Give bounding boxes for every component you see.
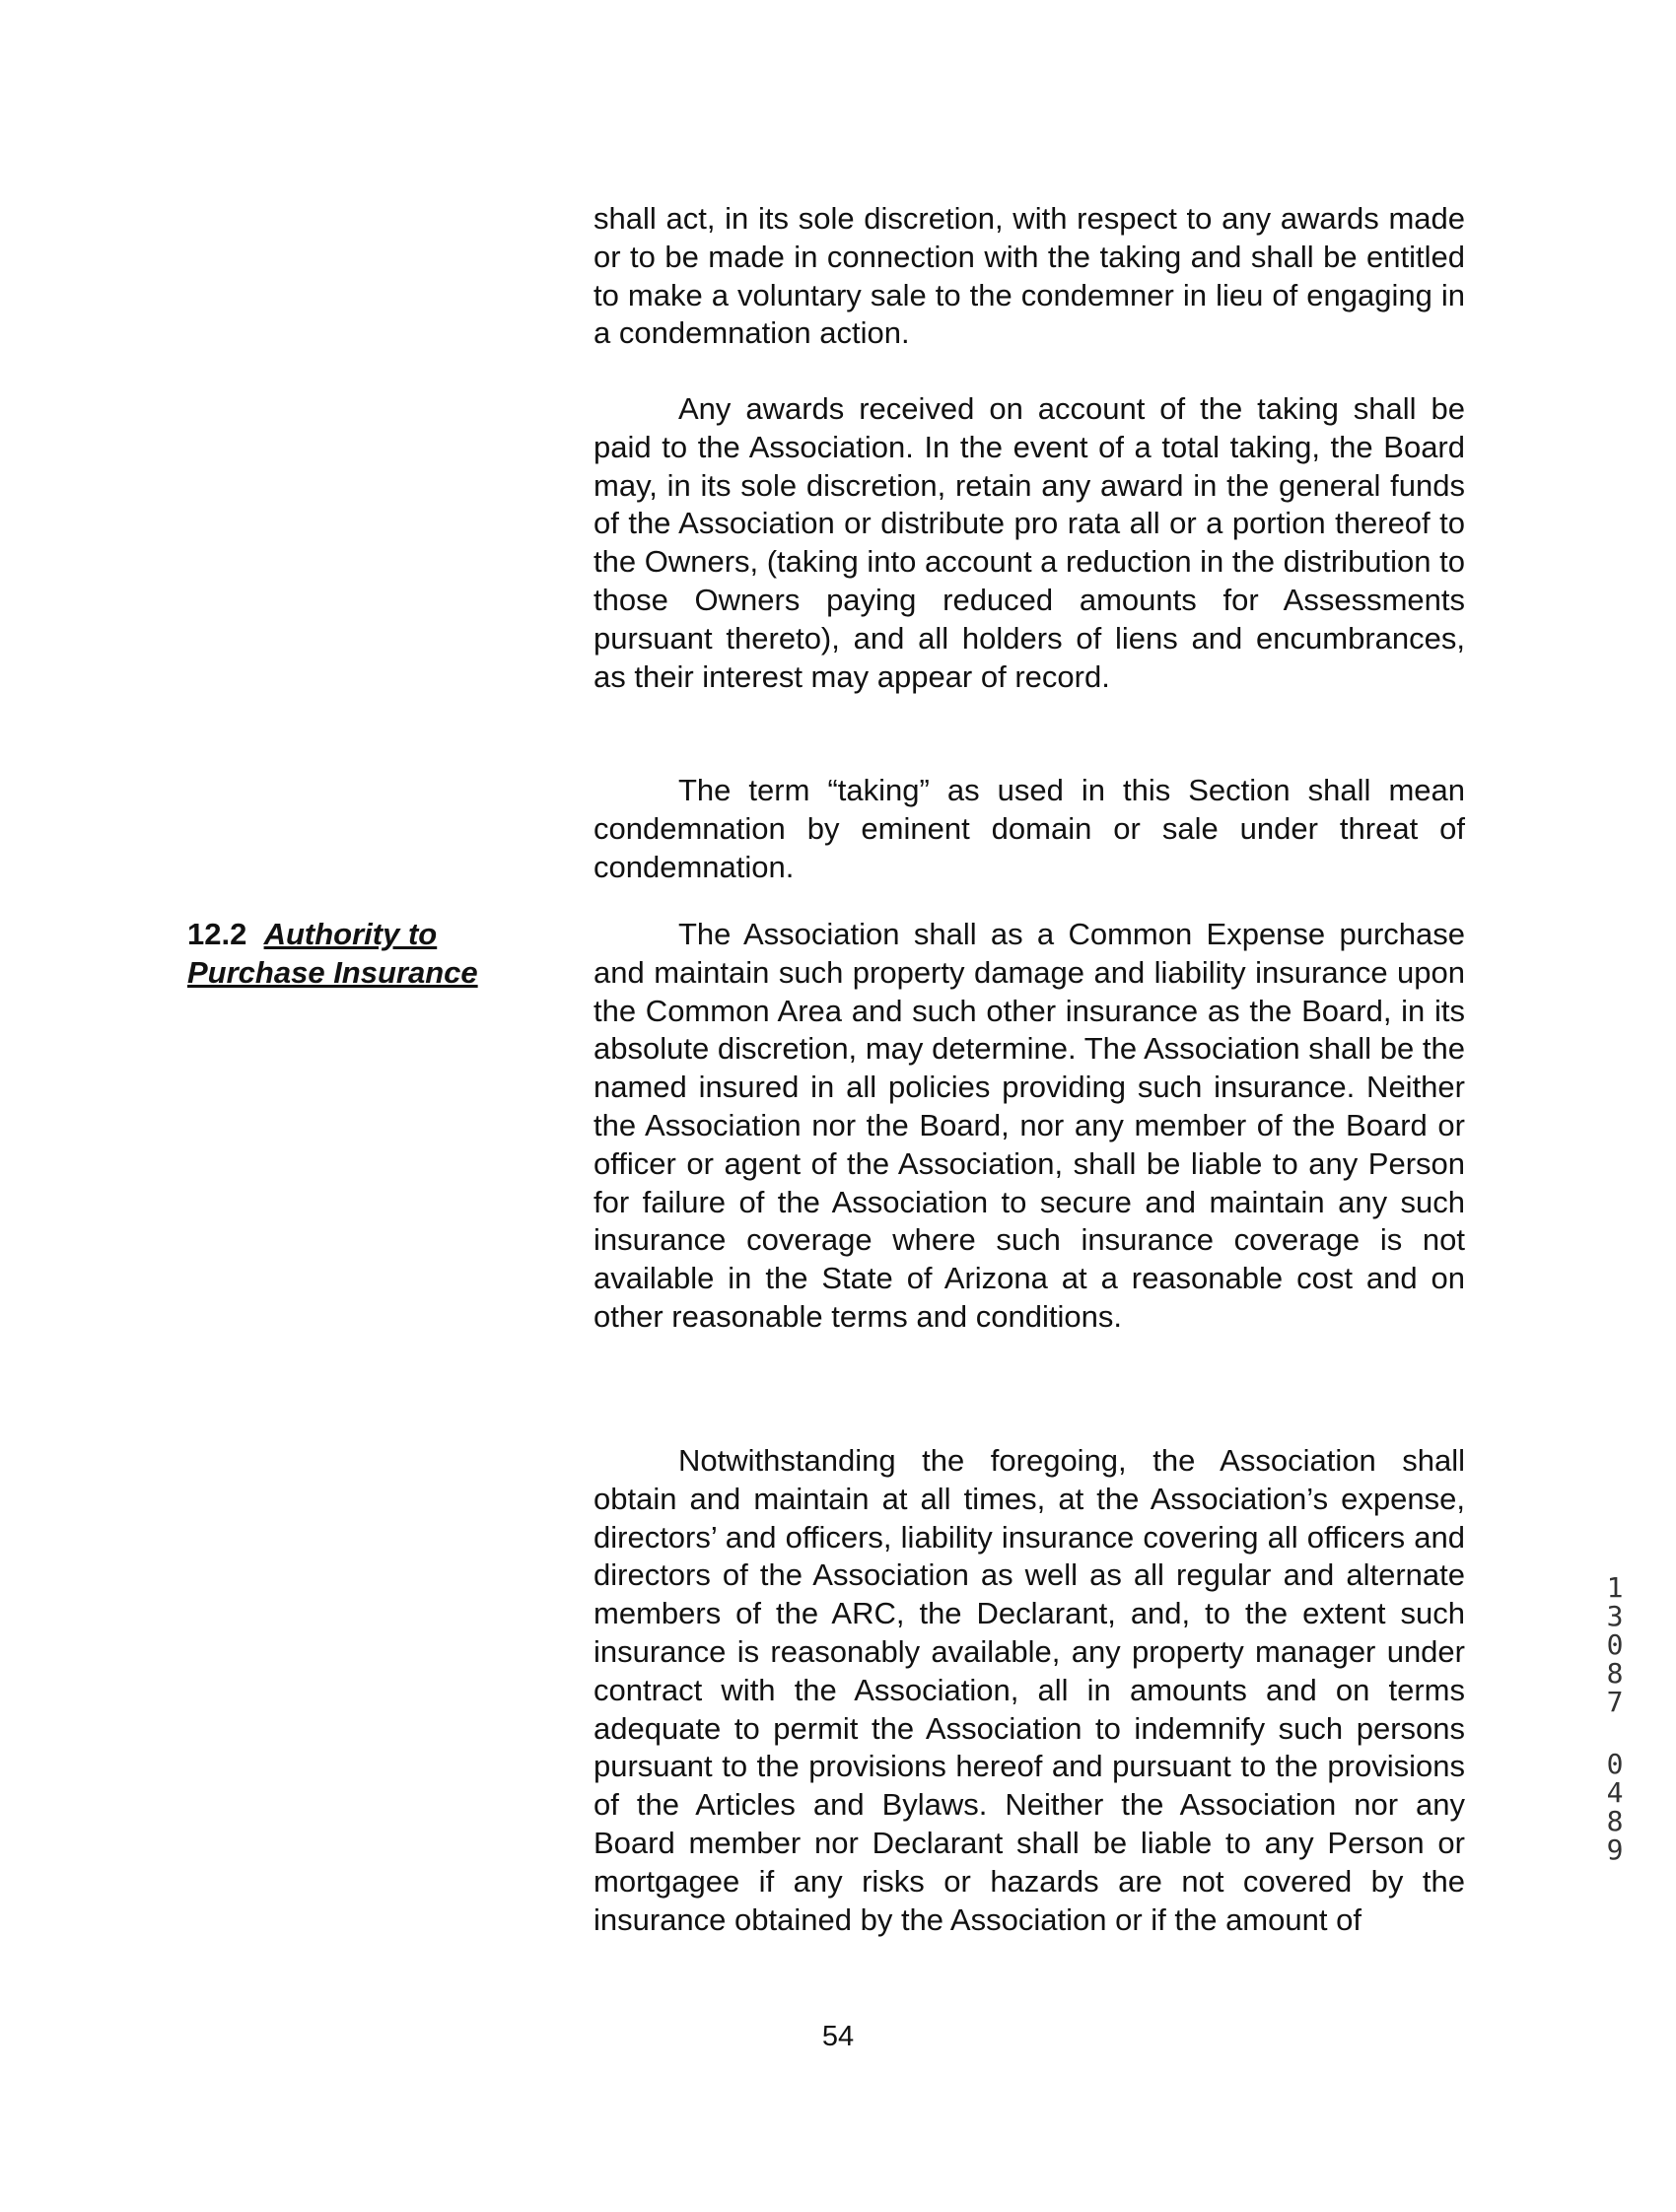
section-heading	[187, 916, 532, 993]
stamp-digit: 0	[1606, 1748, 1624, 1780]
section-title-part2: Purchase Insurance	[187, 954, 478, 990]
stamp-digit: 8	[1606, 1805, 1624, 1837]
section-title-part1: Authority to	[263, 917, 438, 951]
stamp-digit: 8	[1606, 1657, 1624, 1690]
stamp-digit: 7	[1606, 1686, 1624, 1718]
recording-stamp	[1595, 1573, 1635, 1864]
paragraph-condemnation-continued: shall act, in its sole discretion, with respect to any awards made or to be made in connection with the taking and shall be entitled to make a voluntary sale to the condemner in lieu of engaging in a condemnation action.	[594, 201, 1465, 351]
section-heading-line1	[187, 916, 532, 954]
section-heading-line2	[187, 954, 532, 993]
stamp-gap	[1595, 1716, 1635, 1750]
stamp-digit: 9	[1606, 1833, 1624, 1866]
page-number: 54	[821, 2021, 855, 2052]
paragraph-insurance-purchase: The Association shall as a Common Expense purchase and maintain such property damage and liability insurance upon the Common Area and such other insurance as the Board, in its absolute discretion, may determine. The Association shall be the named insured in all policies providing such insurance. Neither the Association nor the Board, nor any member of the Board or officer or agent of the Association, shall be liable to any Person for failure of the Association to secure and maintain any such insurance coverage where such insurance coverage is not available in the State of Arizona at a reasonable cost and on other reasonable terms and conditions.	[594, 917, 1465, 1334]
stamp-digit: 0	[1606, 1628, 1624, 1661]
stamp-digit: 1	[1606, 1571, 1624, 1604]
paragraph-taking-definition: The term “taking” as used in this Section shall mean condemnation by eminent domain or sale under threat of condemnation.	[594, 773, 1465, 884]
stamp-digit: 4	[1606, 1776, 1624, 1809]
stamp-digit: 3	[1606, 1600, 1624, 1632]
paragraph-directors-insurance: Notwithstanding the foregoing, the Association shall obtain and maintain at all times, at the Association’s expense, directors’ and officers, liability insurance covering all officers and directors of the Association as well as all regular and alternate members of the ARC, the Declarant, and, to the extent such insurance is reasonably available, any property manager under contract with the Association, all in amounts and on terms adequate to permit the Association to indemnify such persons pursuant to the provisions hereof and pursuant to the provisions of the Articles and Bylaws. Neither the Association nor any Board member nor Declarant shall be liable to any Person or mortgagee if any risks or hazards are not covered by the insurance obtained by the Association or if the amount of	[594, 1443, 1465, 1937]
paragraph-awards: Any awards received on account of the taking shall be paid to the Association. In the event of a total taking, the Board may, in its sole discretion, retain any award in the general funds of the Association or distribute pro rata all or a portion thereof to the Owners, (taking into account a reduction in the distribution to those Owners paying reduced amounts for Assessments pursuant thereto), and all holders of liens and encumbrances, as their interest may appear of record.	[594, 391, 1465, 694]
section-number: 12.2	[187, 917, 247, 951]
